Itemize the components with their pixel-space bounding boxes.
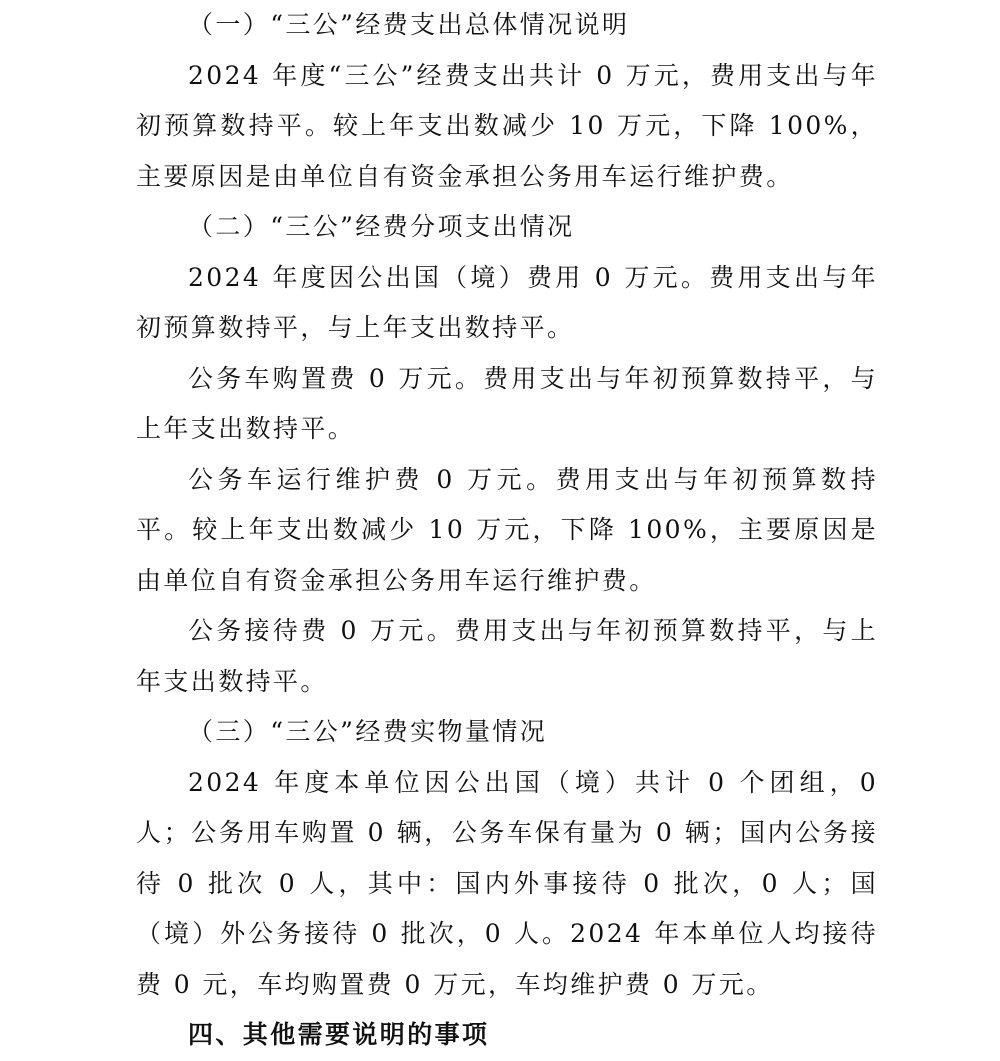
section-2-paragraph-overseas: 2024 年度因公出国（境）费用 0 万元。费用支出与年初预算数持平，与上年支出数持平。 bbox=[136, 262, 878, 342]
section-4-heading: 四、其他需要说明的事项 bbox=[188, 1020, 490, 1049]
section-2-paragraph-reception: 公务接待费 0 万元。费用支出与年初预算数持平，与上年支出数持平。 bbox=[136, 616, 878, 696]
section-3-heading: （三）“三公”经费实物量情况 bbox=[188, 717, 548, 746]
section-3-paragraph: 2024 年度本单位因公出国（境）共计 0 个团组，0 人；公务用车购置 0 辆，公务车保有量为 0 辆；国内公务接待 0 批次 0 人，其中：国内外事接待 0 批次，0 人；国（境）外公务接待 0 批次，0 人。2024 年本单位人均接待费 0 元，车均购置费 0 万元，车均维护费 0 万元。 bbox=[136, 767, 878, 999]
section-1-paragraph: 2024 年度“三公”经费支出共计 0 万元，费用支出与年初预算数持平。较上年支出数减少 10 万元，下降 100%，主要原因是由单位自有资金承担公务用车运行维护费。 bbox=[136, 60, 878, 191]
section-2-paragraph-vehicle-maintenance: 公务车运行维护费 0 万元。费用支出与年初预算数持平。较上年支出数减少 10 万元，下降 100%，主要原因是由单位自有资金承担公务用车运行维护费。 bbox=[136, 464, 878, 595]
section-2-heading: （二）“三公”经费分项支出情况 bbox=[188, 212, 575, 241]
section-2-paragraph-vehicle-purchase: 公务车购置费 0 万元。费用支出与年初预算数持平，与上年支出数持平。 bbox=[136, 363, 878, 443]
document-page bbox=[136, 0, 878, 1061]
section-1-heading: （一）“三公”经费支出总体情况说明 bbox=[188, 10, 630, 39]
